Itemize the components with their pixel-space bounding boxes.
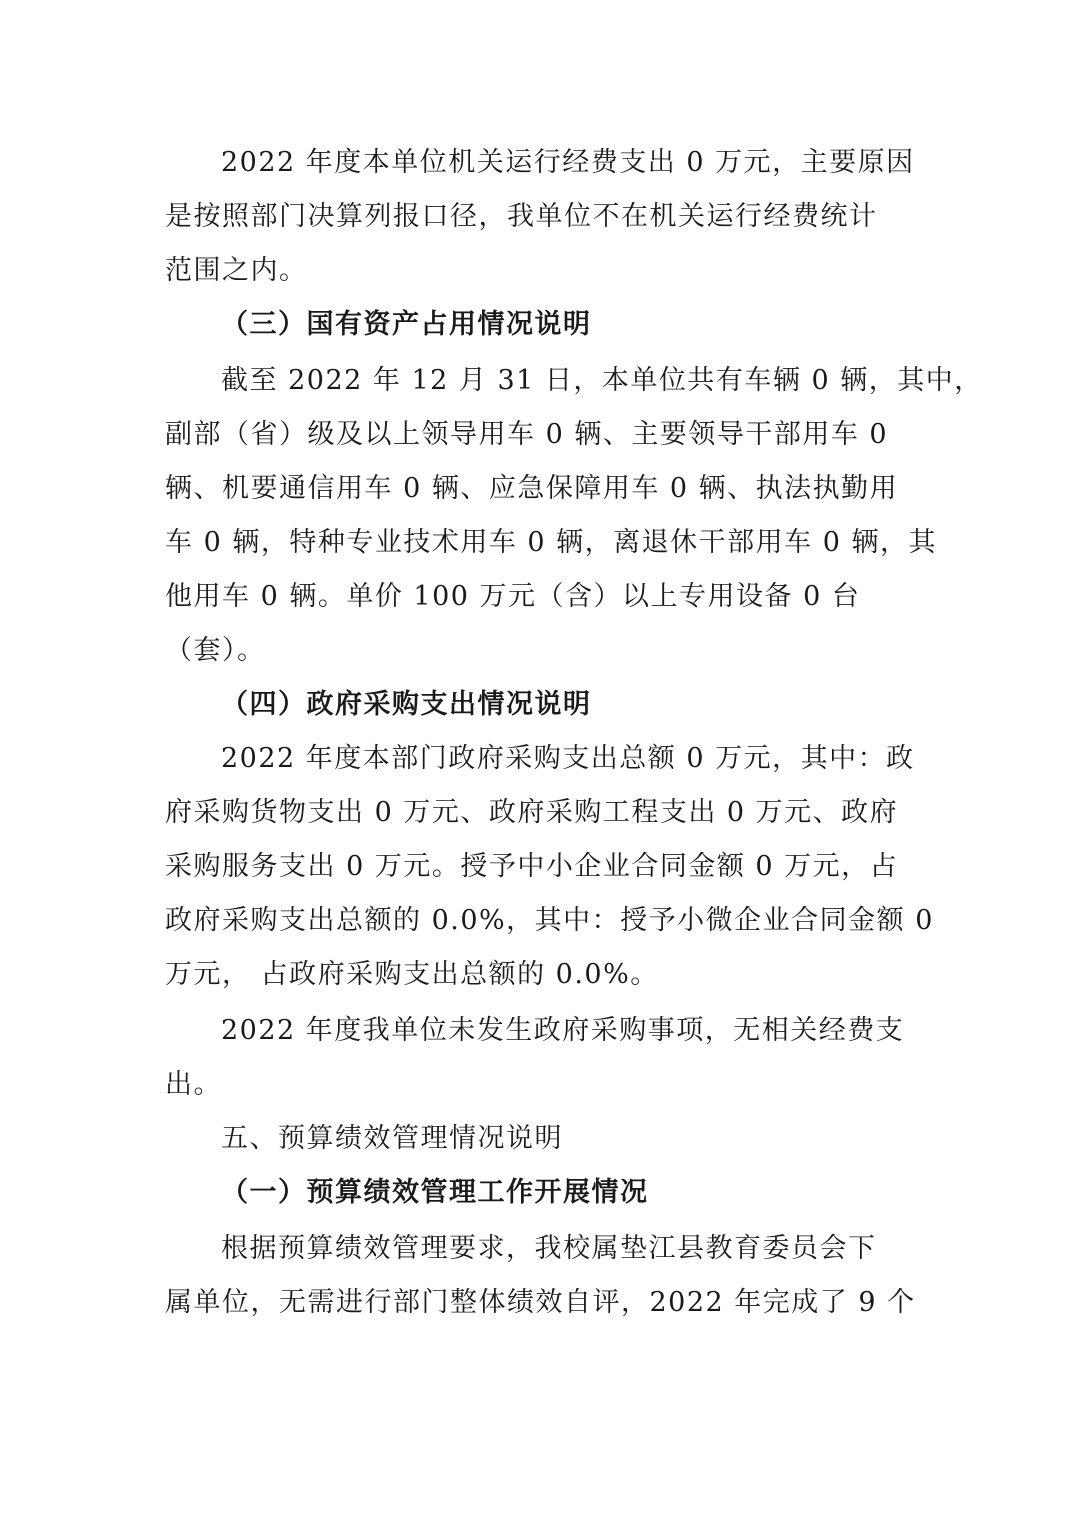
- paragraph-line: 府采购货物支出 0 万元、政府采购工程支出 0 万元、政府: [165, 797, 899, 828]
- section-heading: （三）国有资产占用情况说明: [221, 309, 592, 340]
- paragraph-line: 副部（省）级及以上领导用车 0 辆、主要领导干部用车 0: [165, 419, 889, 450]
- paragraph-line: 2022 年度本部门政府采购支出总额 0 万元，其中：政: [221, 743, 915, 774]
- paragraph-line: 万元， 占政府采购支出总额的 0.0%。: [165, 959, 659, 990]
- paragraph-line: 辆、机要通信用车 0 辆、应急保障用车 0 辆、执法执勤用: [165, 473, 899, 504]
- section-heading: （四）政府采购支出情况说明: [221, 689, 592, 720]
- paragraph-line: 截至 2022 年 12 月 31 日，本单位共有车辆 0 辆，其中，: [221, 365, 983, 396]
- paragraph-line: 根据预算绩效管理要求，我校属垫江县教育委员会下: [221, 1233, 877, 1264]
- paragraph-line: 他用车 0 辆。单价 100 万元（含）以上专用设备 0 台: [165, 581, 861, 612]
- paragraph-line: 采购服务支出 0 万元。授予中小企业合同金额 0 万元，占: [165, 851, 899, 882]
- paragraph-line: 出。: [165, 1069, 222, 1100]
- paragraph-line: 2022 年度本单位机关运行经费支出 0 万元，主要原因: [221, 147, 915, 178]
- paragraph-line: 是按照部门决算列报口径，我单位不在机关运行经费统计: [165, 201, 878, 232]
- paragraph-line: （套）。: [165, 635, 266, 666]
- chapter-heading: 五、预算绩效管理情况说明: [221, 1123, 563, 1154]
- paragraph-line: 政府采购支出总额的 0.0%，其中：授予小微企业合同金额 0: [165, 905, 934, 936]
- paragraph-line: 范围之内。: [165, 255, 308, 286]
- paragraph-line: 车 0 辆，特种专业技术用车 0 辆，离退休干部用车 0 辆，其: [165, 527, 938, 558]
- paragraph-line: 2022 年度我单位未发生政府采购事项，无相关经费支: [221, 1015, 905, 1046]
- paragraph-line: 属单位，无需进行部门整体绩效自评，2022 年完成了 9 个: [165, 1287, 916, 1318]
- section-heading: （一）预算绩效管理工作开展情况: [221, 1177, 649, 1208]
